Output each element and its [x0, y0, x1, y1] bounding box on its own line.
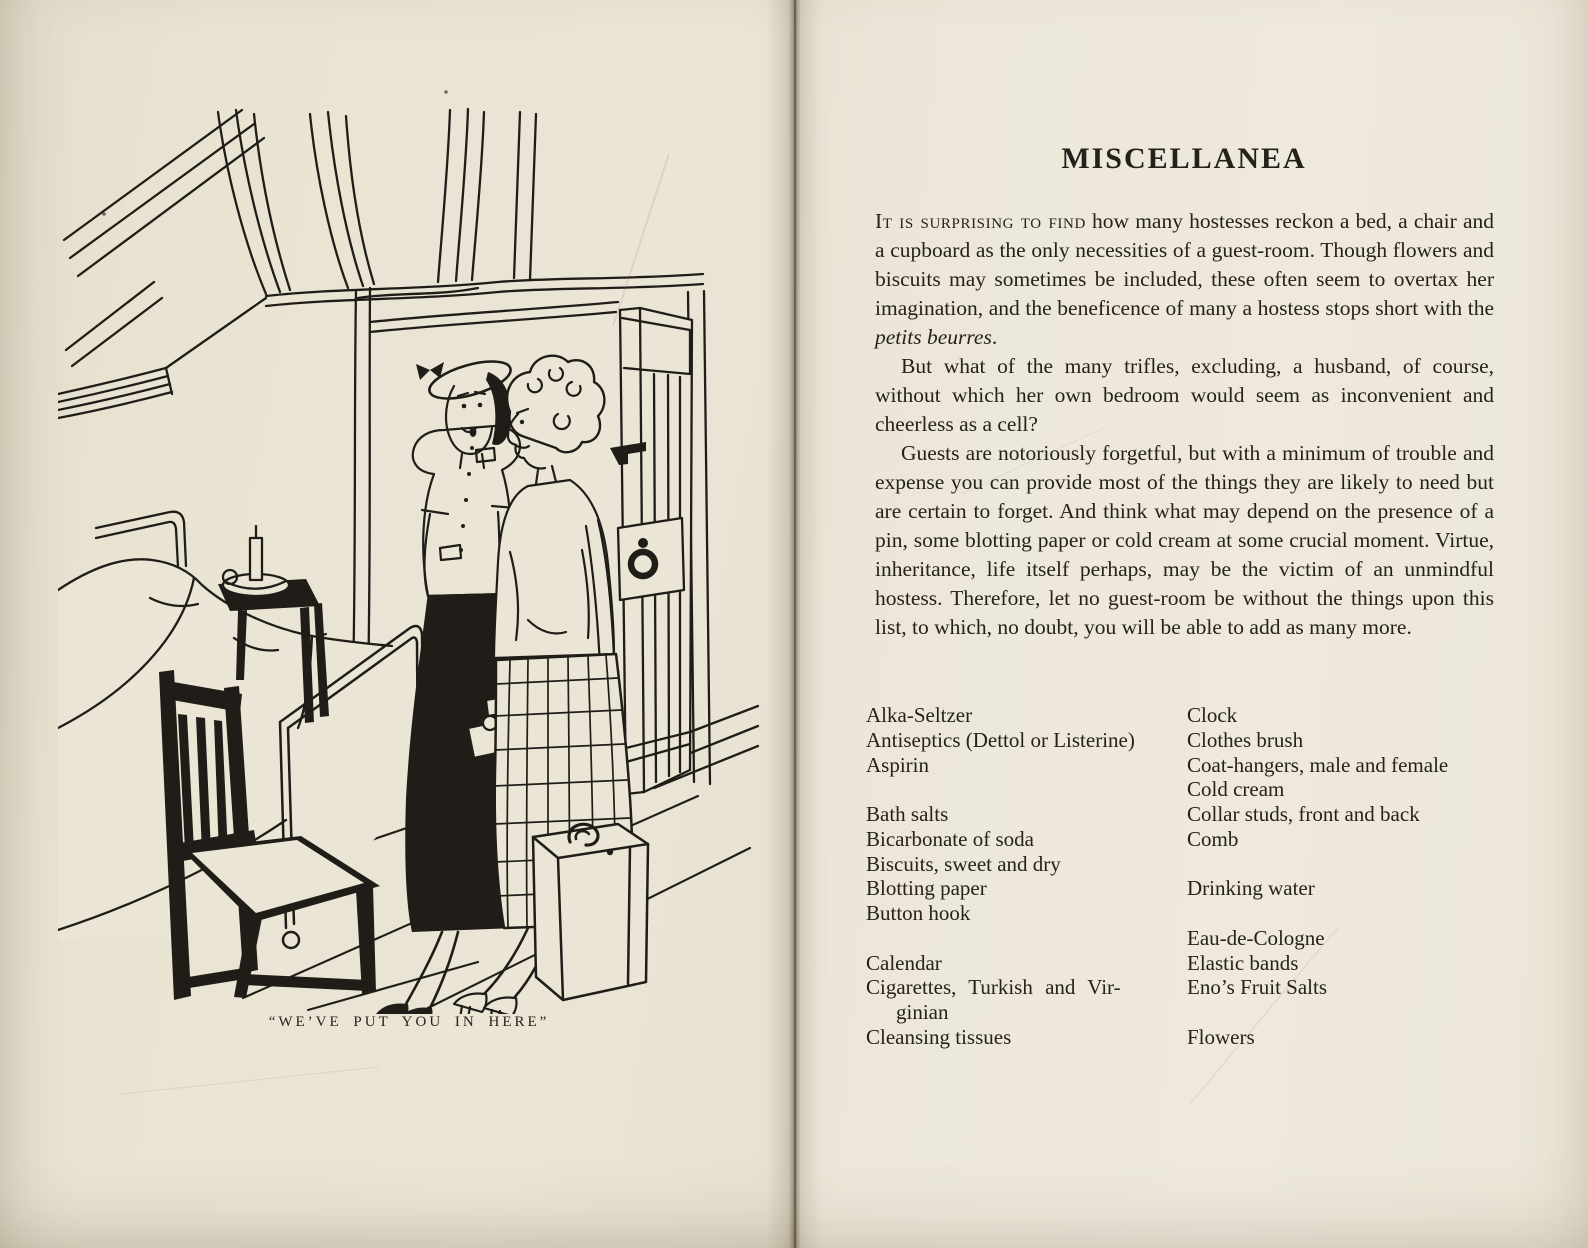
paragraph-lead: It is surprising to find [875, 209, 1086, 233]
list-item: Collar studs, front and back [1187, 802, 1420, 826]
list-item: Drinking water [1187, 876, 1315, 901]
ceiling-beams [58, 109, 703, 418]
paragraph-3: Guests are notoriously forgetful, but with a minimum of trouble and expense you can provide most of the things they are likely to need but are certain to forget. And think what may depend on the presence of a pin, some blotting paper or cold cream at some crucial moment. Virtue, inheritance, life itself perhaps, may be the victim of an unmindful hostess. Therefore, let no guest-room be without the things upon this list, to which, no doubt, you will be able to add as many more. [875, 441, 1494, 639]
suitcase [533, 824, 648, 1000]
list-item: Cigarettes, Turkish and Vir- [866, 975, 1121, 1000]
list-item: Biscuits, sweet and dry [866, 851, 1061, 876]
list-item: Cleansing tissues [866, 1024, 1012, 1049]
list-item: Coat-hangers, male and female [1187, 752, 1449, 777]
paragraph-tail: . [991, 325, 998, 349]
page-title: MISCELLANEA [1061, 142, 1307, 175]
list-item: Eau-de-Cologne [1187, 925, 1325, 950]
list-item: Blotting paper [866, 876, 987, 901]
paragraph-1 [875, 207, 1494, 352]
candle [250, 538, 262, 580]
headboard-rail [96, 512, 186, 566]
list-item: Clothes brush [1187, 727, 1304, 752]
paragraph-2: But what of the many trifles, excluding, a husband, of course, without which her own bedroom would seem as inconvenient and cheerless as a cell? [875, 354, 1494, 436]
list-item: Calendar [866, 950, 942, 975]
right-page [794, 0, 1588, 1248]
list-item: Cold cream [1187, 777, 1285, 802]
guest-room-illustration [58, 82, 760, 1014]
cartoon-attic-bedroom [58, 82, 760, 1014]
list-gap [1187, 901, 1497, 926]
checklist-right-column [1187, 703, 1497, 1050]
list-item: Button hook [866, 901, 971, 925]
list-item: Flowers [1187, 1024, 1255, 1049]
list-item: Antiseptics (Dettol or Listerine) [866, 727, 1135, 752]
list-gap [1187, 852, 1497, 877]
list-item: Elastic bands [1187, 950, 1299, 975]
hostess-hair [507, 356, 604, 453]
list-item: Bicarbonate of soda [866, 826, 1034, 851]
list-item: Comb [1187, 826, 1239, 851]
list-item-continuation: ginian [896, 1000, 949, 1024]
paper-scratch [121, 1066, 380, 1094]
paragraph-body: how many hostesses reckon a bed, a chair and a cupboard as the only necessities of a guest-room. Though flowers and biscuits may sometimes be included, these often seem to overtax her imagination, and the beneficence of many a hostess stops short with the [875, 209, 1494, 320]
checklist-left-column [866, 703, 1171, 1050]
body-text [875, 207, 1494, 642]
list-item: Aspirin [866, 752, 929, 777]
list-item: Clock [1187, 703, 1238, 727]
list-gap [866, 777, 1171, 802]
hostess-sweater [494, 480, 614, 658]
list-item: Eno’s Fruit Salts [1187, 975, 1328, 1000]
list-gap [1187, 1000, 1497, 1025]
list-gap [866, 926, 1171, 951]
italic-phrase: petits beurres [875, 325, 992, 349]
illustration-caption: “WE’VE PUT YOU IN HERE” [268, 1014, 550, 1030]
list-item: Bath salts [866, 802, 949, 826]
list-item: Alka-Seltzer [866, 703, 973, 727]
